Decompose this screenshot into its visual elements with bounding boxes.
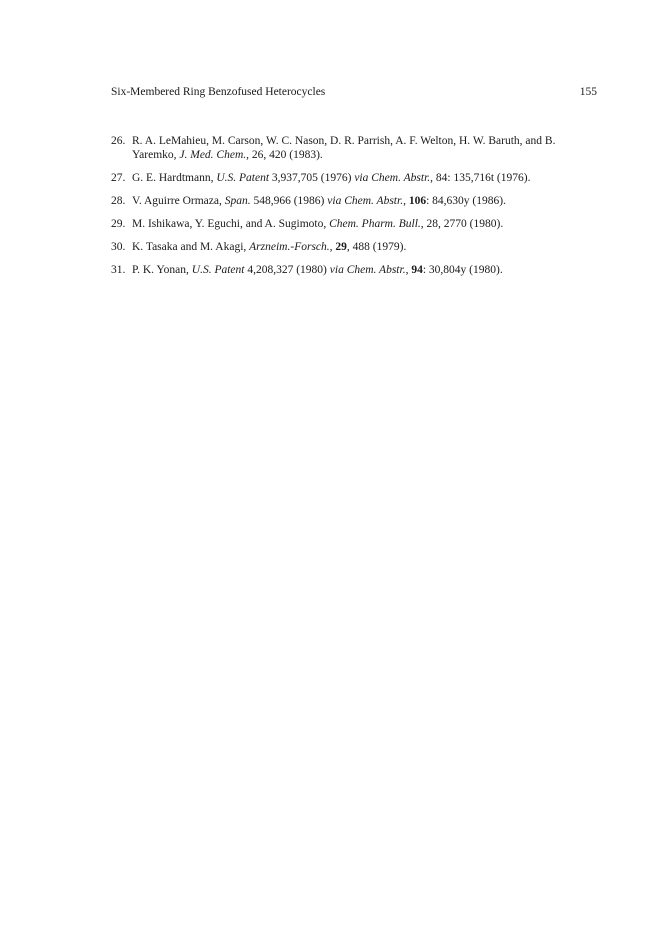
reference-abstract-details: , 84: 135,716t (1976). bbox=[430, 172, 531, 184]
reference-text bbox=[132, 263, 597, 277]
reference-details: : 84,630y (1986). bbox=[426, 195, 506, 207]
reference-journal: J. Med. Chem. bbox=[179, 149, 247, 161]
reference-journal: Arzneim.-Forsch. bbox=[249, 241, 330, 253]
reference-authors: K. Tasaka and M. Akagi, bbox=[132, 241, 250, 253]
reference-patent-details: 4,208,327 (1980) bbox=[244, 264, 330, 276]
reference-separator: , bbox=[405, 264, 412, 276]
reference-text bbox=[132, 217, 597, 231]
reference-details: , 488 (1979). bbox=[346, 241, 407, 253]
reference-number: 31. bbox=[111, 264, 126, 276]
reference-volume: 106 bbox=[408, 195, 427, 207]
reference-volume: 94 bbox=[411, 264, 423, 276]
reference-details: , 28, 2770 (1980). bbox=[420, 218, 504, 230]
page-header bbox=[111, 84, 597, 100]
reference-item bbox=[111, 171, 597, 185]
reference-number: 30. bbox=[111, 241, 126, 253]
reference-authors: R. A. LeMahieu, M. Carson, W. C. Nason, D. R. Parrish, A. F. Welton, H. W. Baruth, and B. Yaremko, bbox=[132, 135, 556, 161]
running-title: Six-Membered Ring Benzofused Heterocycles bbox=[111, 86, 326, 98]
page-number: 155 bbox=[579, 86, 597, 98]
reference-text bbox=[132, 240, 597, 254]
reference-text bbox=[132, 194, 597, 208]
reference-text bbox=[132, 171, 597, 185]
reference-separator: , bbox=[403, 195, 409, 207]
reference-abstract-source: via Chem. Abstr. bbox=[327, 195, 404, 207]
reference-abstract-source: via Chem. Abstr. bbox=[329, 264, 406, 276]
reference-separator: , bbox=[329, 241, 336, 253]
reference-item bbox=[111, 240, 597, 254]
reference-item bbox=[111, 134, 597, 162]
reference-authors: P. K. Yonan, bbox=[132, 264, 192, 276]
reference-number: 26. bbox=[111, 135, 126, 147]
reference-patent-details: 3,937,705 (1976) bbox=[269, 172, 355, 184]
reference-number: 29. bbox=[111, 218, 126, 230]
reference-details: , 26, 420 (1983). bbox=[246, 149, 323, 161]
reference-volume: 29 bbox=[335, 241, 347, 253]
reference-details: : 30,804y (1980). bbox=[422, 264, 503, 276]
reference-authors: G. E. Hardtmann, bbox=[132, 172, 217, 184]
reference-authors: V. Aguirre Ormaza, bbox=[132, 195, 225, 207]
reference-text bbox=[132, 134, 597, 162]
reference-patent: U.S. Patent bbox=[191, 264, 245, 276]
reference-list bbox=[111, 134, 597, 286]
reference-patent-details: 548,966 (1986) bbox=[250, 195, 328, 207]
reference-item bbox=[111, 217, 597, 231]
reference-number: 27. bbox=[111, 172, 126, 184]
reference-patent: Span. bbox=[224, 195, 251, 207]
reference-number: 28. bbox=[111, 195, 126, 207]
reference-item bbox=[111, 194, 597, 208]
reference-journal: Chem. Pharm. Bull. bbox=[329, 218, 421, 230]
reference-patent: U.S. Patent bbox=[216, 172, 270, 184]
reference-abstract-source: via Chem. Abstr. bbox=[354, 172, 431, 184]
reference-item bbox=[111, 263, 597, 277]
reference-authors: M. Ishikawa, Y. Eguchi, and A. Sugimoto, bbox=[132, 218, 330, 230]
